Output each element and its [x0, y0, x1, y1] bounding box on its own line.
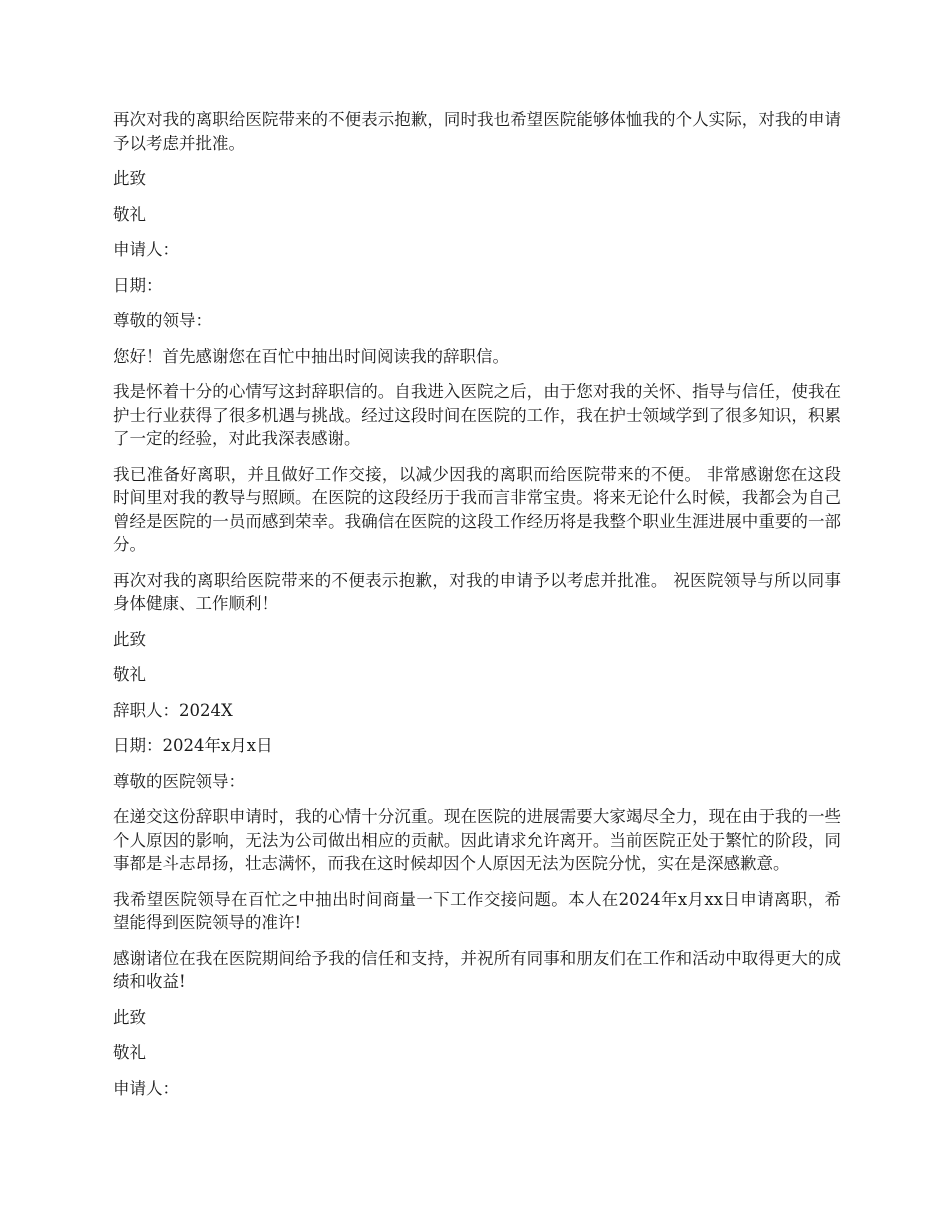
date-label: 日期： [113, 275, 163, 295]
date-line: 日期：2024年x月x日 [113, 736, 273, 755]
applicant-label: 申请人： [113, 240, 179, 259]
salutation-cizhi: 此致 [113, 629, 146, 649]
body-paragraph: 感谢诸位在我在医院期间给予我的信任和支持，并祝所有同事和朋友们在工作和活动中取得更大的成绩和收益! [113, 948, 841, 991]
salutation-jingli: 敬礼 [113, 665, 146, 684]
body-paragraph: 在递交这份辞职申请时，我的心情十分沉重。现在医院的进展需要大家竭尽全力，现在由于我的一些个人原因的影响，无法为公司做出相应的贡献。因此请求允许离开。当前医院正处于繁忙的阶段，同事都是斗志昂扬，壮志满怀，而我在这时候却因个人原因无法为医院分忧，实在是深感歉意。 [113, 807, 841, 873]
applicant-label: 申请人： [113, 1078, 179, 1098]
document-page [113, 108, 841, 1112]
salutation-cizhi: 此致 [113, 1007, 146, 1027]
opening-paragraph: 您好！首先感谢您在百忙中抽出时间阅读我的辞职信。 [113, 346, 509, 366]
body-paragraph: 我已准备好离职，并且做好工作交接，以减少因我的离职而给医院带来的不便。 非常感谢您在这段时间里对我的教导与照顾。在医院的这段经历于我而言非常宝贵。将来无论什么时候，我都会为自己曾经是医院的一员而感到荣幸。我确信在医院的这段工作经历将是我整个职业生涯进展中重要的一部分。 [113, 464, 841, 554]
body-paragraph: 我是怀着十分的心情写这封辞职信的。自我进入医院之后，由于您对我的关怀、指导与信任，使我在护士行业获得了很多机遇与挑战。经过这段时间在医院的工作，我在护士领域学到了很多知识，积累了一定的经验，对此我深表感谢。 [113, 382, 841, 448]
salutation-cizhi: 此致 [113, 169, 146, 188]
body-paragraph: 我希望医院领导在百忙之中抽出时间商量一下工作交接问题。本人在2024年x月xx日申请离职，希望能得到医院领导的准许! [113, 889, 841, 932]
salutation-jingli: 敬礼 [113, 1043, 146, 1062]
greeting-line: 尊敬的医院领导： [113, 771, 245, 791]
greeting-line: 尊敬的领导： [113, 311, 212, 330]
closing-apology-paragraph: 再次对我的离职给医院带来的不便表示抱歉，同时我也希望医院能够体恤我的个人实际，对我的申请予以考虑并批准。 [113, 110, 841, 153]
resigner-label: 辞职人：2024X [113, 700, 233, 720]
salutation-jingli: 敬礼 [113, 204, 146, 224]
body-paragraph: 再次对我的离职给医院带来的不便表示抱歉，对我的申请予以考虑并批准。 祝医院领导与所以同事身体健康、工作顺利！ [113, 570, 841, 613]
